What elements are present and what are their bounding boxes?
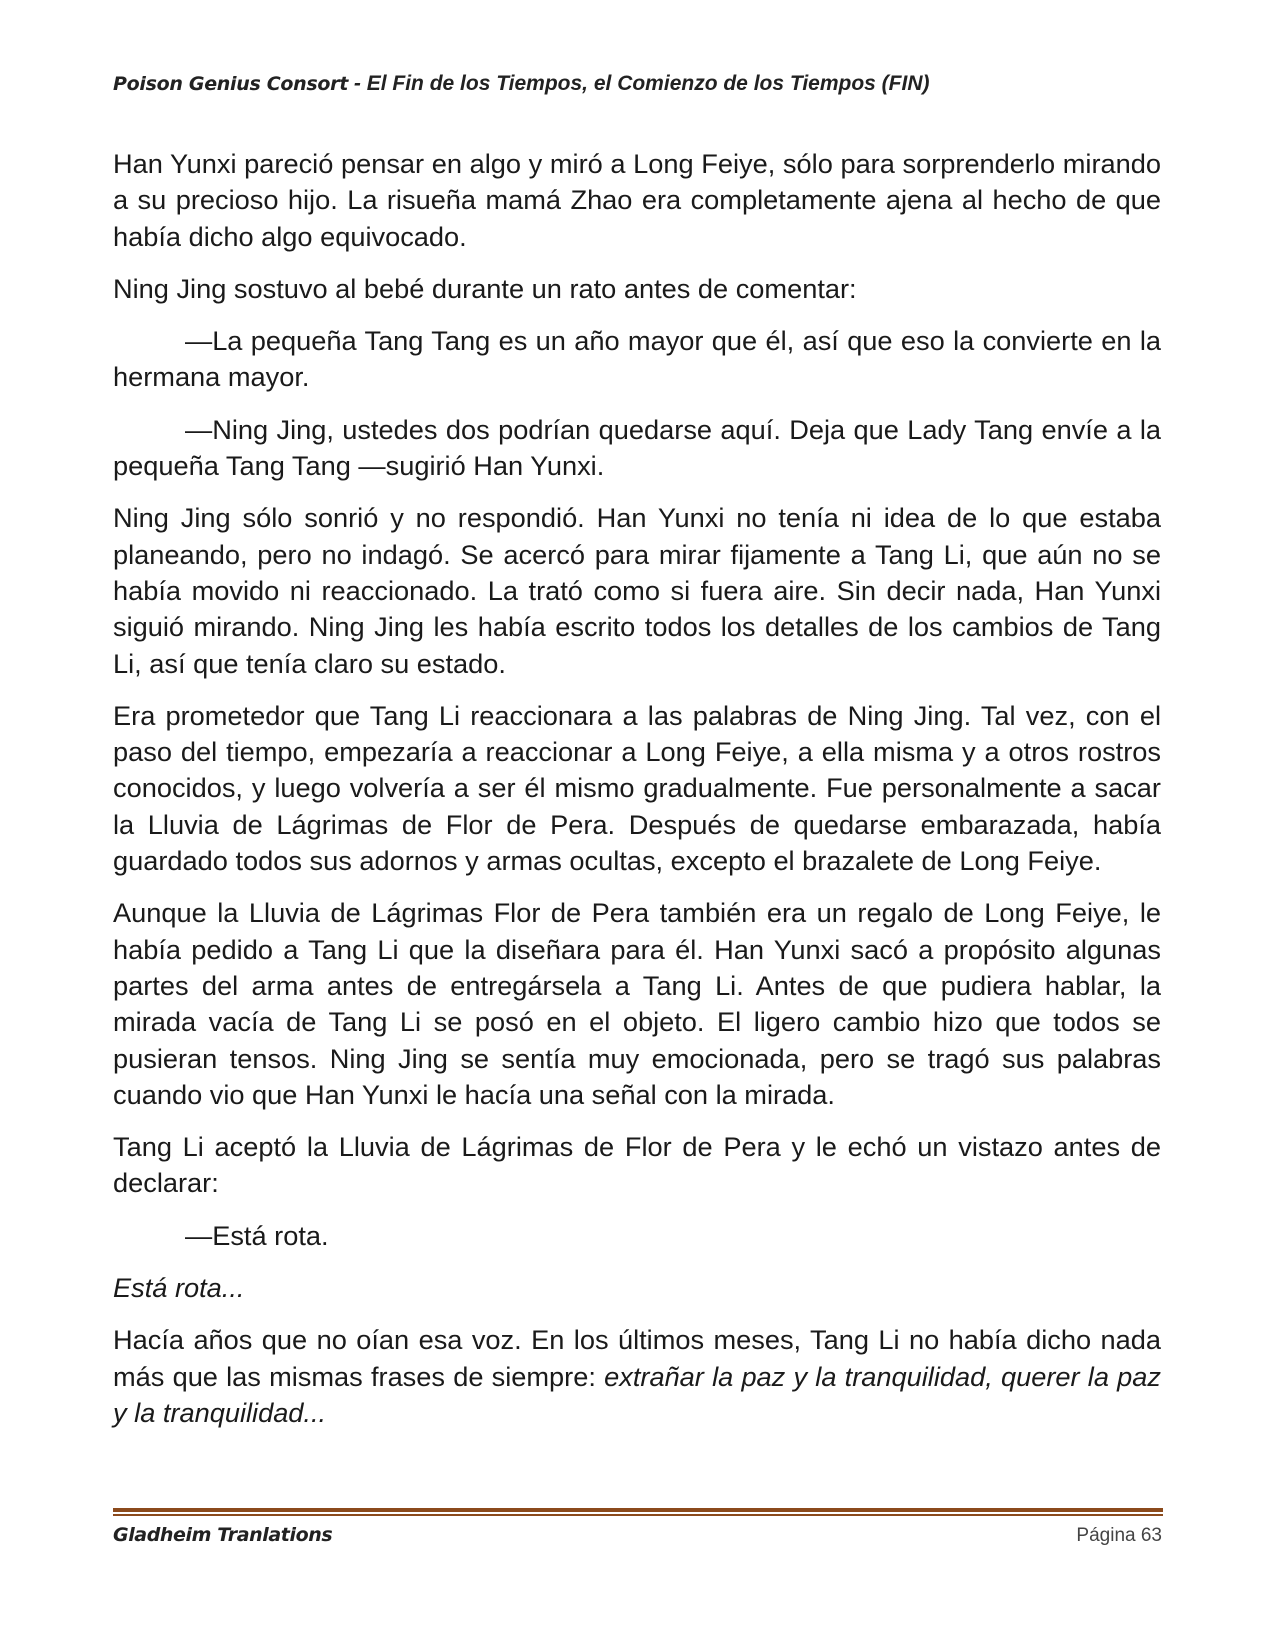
paragraph: Ning Jing sostuvo al bebé durante un rato antes de comentar: [113, 272, 857, 304]
page-body [113, 146, 1161, 1447]
paragraph: Ning Jing sólo sonrió y no respondió. Han Yunxi no tenía ni idea de lo que estaba planeando, pero no indagó. Se acercó para mirar fijamente a Tang Li, que aún no se había movido ni reaccionado. La trató como si fuera aire. Sin decir nada, Han Yunxi siguió mirando. Ning Jing les había escrito todos los detalles de los cambios de Tang Li, así que tenía claro su estado. [113, 502, 1161, 679]
page-header [113, 72, 1163, 96]
series-title: Poison Genius Consort [113, 73, 349, 95]
italic-paragraph: Está rota... [113, 1272, 245, 1304]
header-separator: - [348, 72, 367, 95]
footer-credit: Gladheim Tranlations [113, 1524, 333, 1546]
chapter-title: El Fin de los Tiempos, el Comienzo de los Tiempos (FIN) [366, 72, 930, 95]
paragraph: Han Yunxi pareció pensar en algo y miró a Long Feiye, sólo para sorprenderlo mirando a su precioso hijo. La risueña mamá Zhao era completamente ajena al hecho de que había dicho algo equivocado. [113, 148, 1161, 252]
dialogue-paragraph: —Está rota. [185, 1219, 329, 1251]
paragraph: Aunque la Lluvia de Lágrimas Flor de Pera también era un regalo de Long Feiye, le había pedido a Tang Li que la diseñara para él. Han Yunxi sacó a propósito algunas partes del arma antes de entregársela a Tang Li. Antes de que pudiera hablar, la mirada vacía de Tang Li se posó en el objeto. El ligero cambio hizo que todos se pusieran tensos. Ning Jing se sentía muy emocionada, pero se tragó sus palabras cuando vio que Han Yunxi le hacía una señal con la mirada. [113, 897, 1161, 1110]
paragraph: Era prometedor que Tang Li reaccionara a las palabras de Ning Jing. Tal vez, con el paso del tiempo, empezaría a reaccionar a Long Feiye, a ella misma y a otros rostros conocidos, y luego volvería a ser él mismo gradualmente. Fue personalmente a sacar la Lluvia de Lágrimas de Flor de Pera. Después de quedarse embarazada, había guardado todos sus adornos y armas ocultas, excepto el brazalete de Long Feiye. [113, 699, 1161, 877]
paragraph: Tang Li aceptó la Lluvia de Lágrimas de Flor de Pera y le echó un vistazo antes de declarar: [113, 1131, 1161, 1199]
footer-rule [113, 1508, 1163, 1512]
footer-rule-thin [113, 1514, 1163, 1516]
paragraph-lead: Hacía años que no oían esa voz. En los últimos meses, Tang Li no había dicho nada más que las mismas frases de siempre: [113, 1324, 1161, 1392]
paragraph [113, 1322, 1161, 1431]
page-number: Página 63 [1076, 1525, 1162, 1546]
dialogue-paragraph: —Ning Jing, ustedes dos podrían quedarse aquí. Deja que Lady Tang envíe a la pequeña Tang Tang —sugirió Han Yunxi. [113, 413, 1161, 482]
italic-phrase: extrañar la paz y la tranquilidad, querer la paz y la tranquilidad... [113, 1360, 1161, 1428]
dialogue-paragraph: —La pequeña Tang Tang es un año mayor que él, así que eso la convierte en la hermana mayor. [113, 325, 1161, 393]
